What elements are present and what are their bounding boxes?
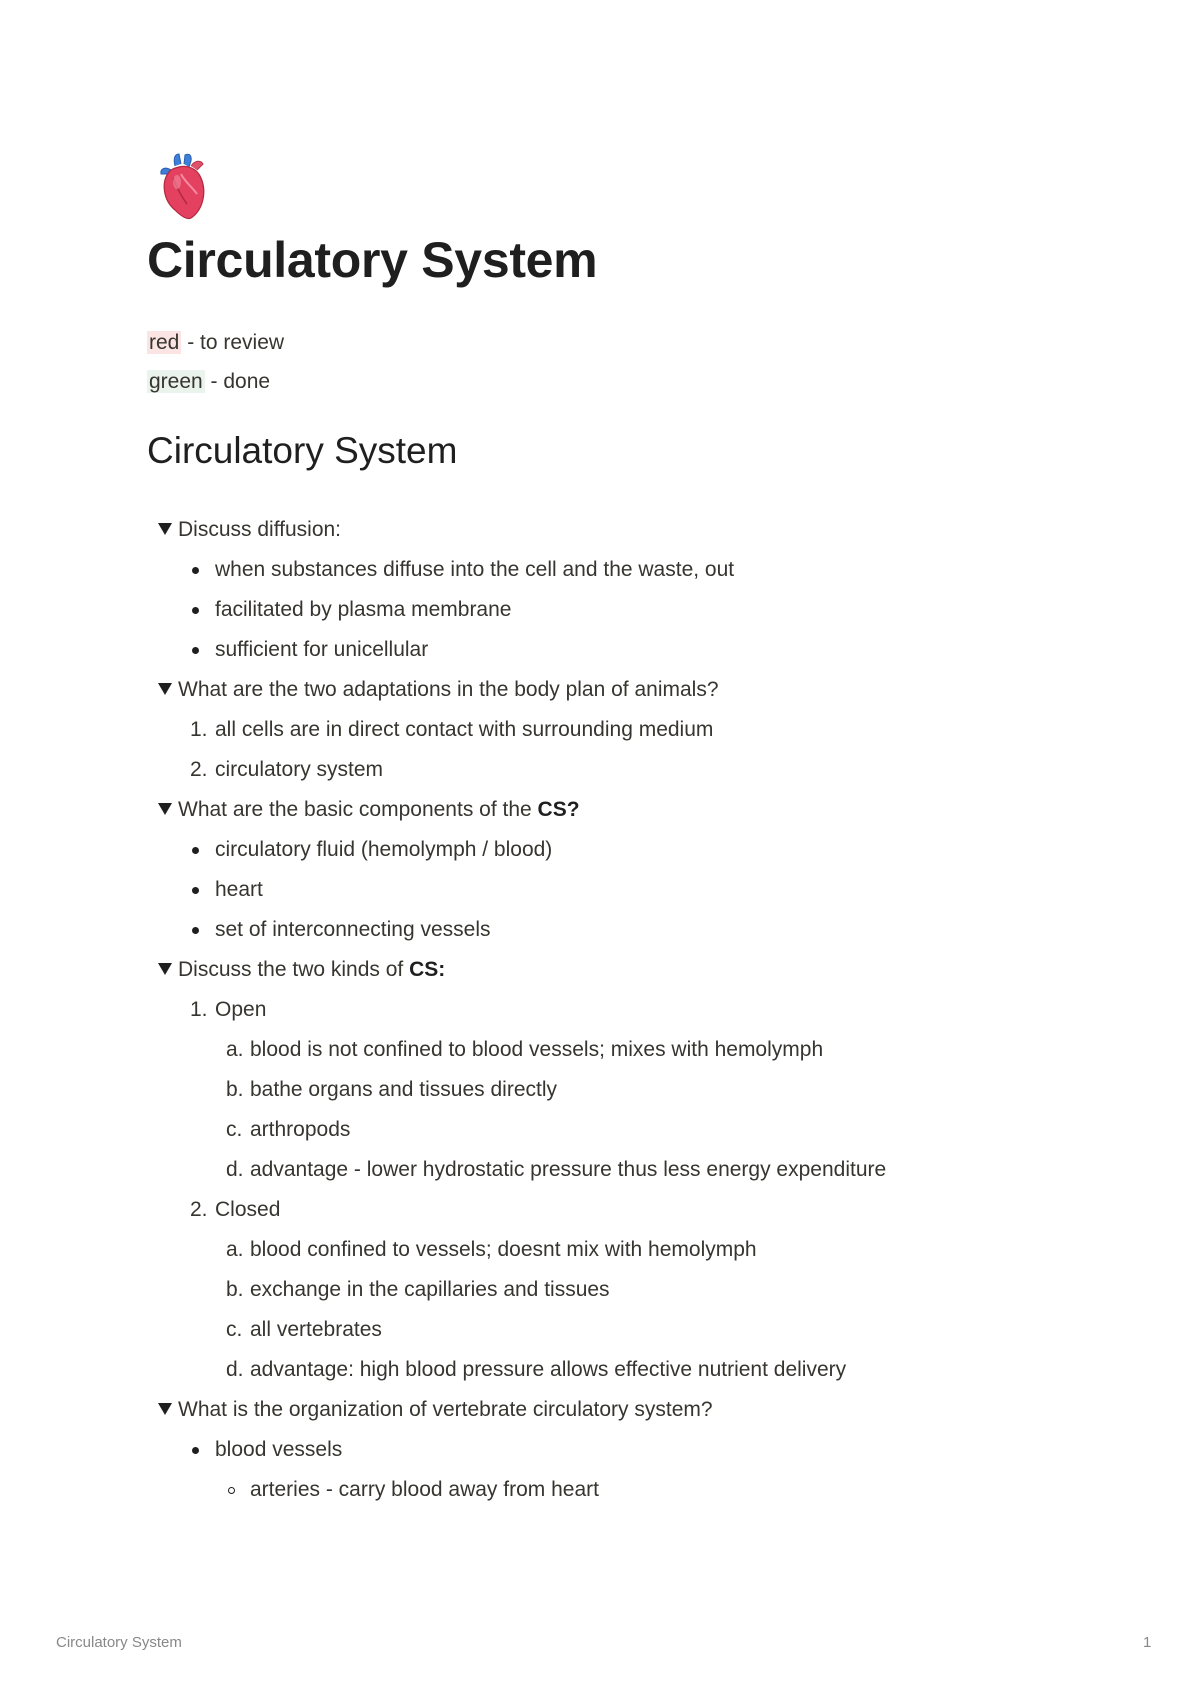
list-item-text: all vertebrates	[250, 1317, 382, 1341]
toggle-adaptations[interactable]	[158, 677, 1067, 703]
bullet-icon	[192, 847, 199, 854]
list-item-text: arteries - carry blood away from heart	[250, 1477, 599, 1501]
toggle-triangle-icon[interactable]	[158, 963, 172, 975]
bullet-icon	[192, 927, 199, 934]
list-item-text: circulatory system	[215, 757, 384, 781]
toggle-triangle-icon[interactable]	[158, 1403, 172, 1415]
toggle-summary-bold: CS?	[537, 797, 580, 821]
list-item	[147, 1157, 1067, 1183]
list-item-text: Closed	[215, 1197, 281, 1221]
bullet-icon	[192, 567, 199, 574]
bullet-icon	[192, 647, 199, 654]
list-item	[147, 837, 1067, 863]
section-heading: Circulatory System	[147, 429, 458, 471]
toggle-summary-text: What is the organization of vertebrate circulatory system?	[178, 1397, 713, 1421]
list-item	[147, 1117, 1067, 1143]
list-item-open	[147, 997, 1067, 1023]
list-item-text: blood vessels	[215, 1437, 343, 1461]
list-item	[147, 757, 1067, 783]
list-item-text: sufficient for unicellular	[215, 637, 429, 661]
toggle-summary-bold: CS:	[409, 957, 446, 981]
list-item-text: blood is not confined to blood vessels; mixes with hemolymph	[250, 1037, 824, 1061]
list-letter: c.	[226, 1117, 243, 1141]
toggle-summary-text: What are the two adaptations in the body plan of animals?	[178, 677, 719, 701]
list-number: 2.	[190, 757, 208, 781]
footer-title: Circulatory System	[56, 1634, 182, 1651]
list-letter: d.	[226, 1157, 244, 1181]
toggle-organization[interactable]	[158, 1397, 1067, 1423]
bullet-icon	[192, 887, 199, 894]
list-letter: a.	[226, 1237, 244, 1261]
list-item	[147, 877, 1067, 903]
legend-row-red	[147, 330, 1067, 356]
list-item-text: bathe organs and tissues directly	[250, 1077, 558, 1101]
toggle-summary-text: Discuss the two kinds of	[178, 957, 410, 981]
list-item-text: all cells are in direct contact with surrounding medium	[215, 717, 714, 741]
toggle-kinds[interactable]	[158, 957, 1067, 983]
legend-text-red: - to review	[181, 330, 285, 354]
list-item	[147, 1277, 1067, 1303]
toggle-triangle-icon[interactable]	[158, 683, 172, 695]
list-item	[147, 1437, 1067, 1463]
toggle-triangle-icon[interactable]	[158, 523, 172, 535]
page-title: Circulatory System	[147, 232, 598, 288]
list-item-closed	[147, 1197, 1067, 1223]
legend-text-green: - done	[204, 369, 271, 393]
list-item-text: exchange in the capillaries and tissues	[250, 1277, 610, 1301]
list-number: 1.	[190, 717, 208, 741]
toggle-triangle-icon[interactable]	[158, 803, 172, 815]
bullet-icon	[192, 1447, 199, 1454]
list-item-text: Open	[215, 997, 267, 1021]
list-item-text: advantage: high blood pressure allows effective nutrient delivery	[250, 1357, 847, 1381]
list-item-text: arthropods	[250, 1117, 351, 1141]
list-item	[147, 637, 1067, 663]
list-item	[147, 717, 1067, 743]
toggle-summary-text: What are the basic components of the	[178, 797, 538, 821]
legend-row-green	[147, 369, 1067, 395]
footer-page-number: 1	[1143, 1634, 1152, 1651]
list-letter: a.	[226, 1037, 244, 1061]
list-item	[147, 917, 1067, 943]
list-item	[147, 1237, 1067, 1263]
list-item-text: facilitated by plasma membrane	[215, 597, 512, 621]
list-letter: c.	[226, 1317, 243, 1341]
list-number: 1.	[190, 997, 208, 1021]
list-item	[147, 597, 1067, 623]
list-letter: b.	[226, 1077, 244, 1101]
anatomical-heart-icon	[151, 152, 215, 222]
list-item	[147, 1477, 1067, 1503]
legend-label-red: red	[149, 330, 180, 354]
list-letter: b.	[226, 1277, 244, 1301]
color-legend	[147, 330, 1067, 395]
list-item-text: circulatory fluid (hemolymph / blood)	[215, 837, 553, 861]
list-letter: d.	[226, 1357, 244, 1381]
list-item-text: blood confined to vessels; doesnt mix with hemolymph	[250, 1237, 757, 1261]
list-item-text: advantage - lower hydrostatic pressure thus less energy expenditure	[250, 1157, 887, 1181]
list-item	[147, 1317, 1067, 1343]
list-number: 2.	[190, 1197, 208, 1221]
toggle-components[interactable]	[158, 797, 1067, 823]
list-item	[147, 557, 1067, 583]
list-item-text: when substances diffuse into the cell and the waste, out	[215, 557, 735, 581]
list-item	[147, 1077, 1067, 1103]
page-content	[147, 152, 1067, 1517]
toggle-summary-text: Discuss diffusion:	[178, 517, 342, 541]
list-item-text: set of interconnecting vessels	[215, 917, 491, 941]
legend-label-green: green	[149, 369, 203, 393]
toggle-diffusion[interactable]	[158, 517, 1067, 543]
list-item	[147, 1357, 1067, 1383]
list-item-text: heart	[215, 877, 263, 901]
bullet-icon	[192, 607, 199, 614]
list-item	[147, 1037, 1067, 1063]
hollow-bullet-icon	[228, 1487, 235, 1494]
toggle-list	[147, 517, 1067, 1503]
